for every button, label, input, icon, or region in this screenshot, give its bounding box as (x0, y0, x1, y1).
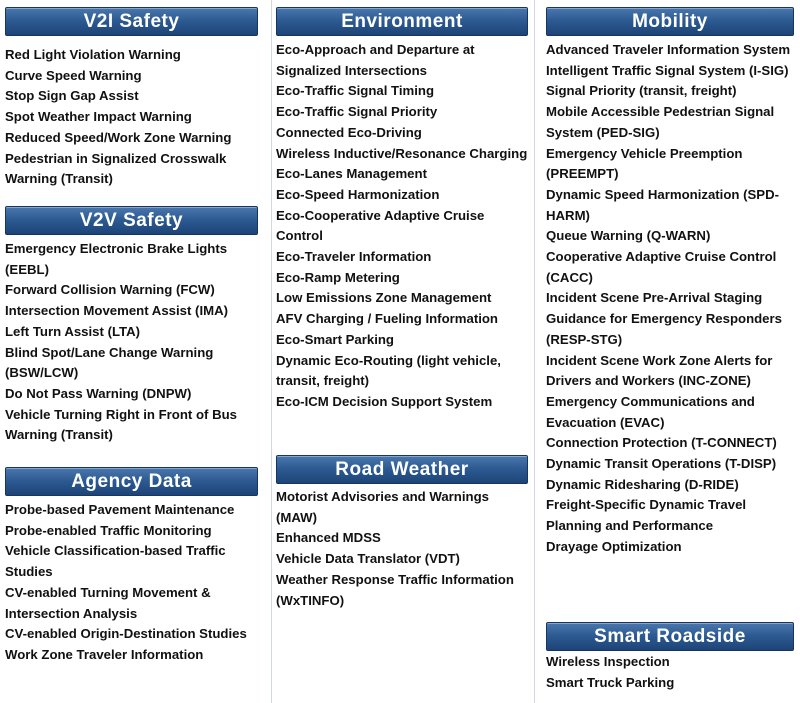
list-item: AFV Charging / Fueling Information (276, 311, 498, 327)
list-item: Pedestrian in Signalized Crosswalk Warning (Transit) (5, 150, 227, 187)
list-item: Emergency Communications and Evacuation (EVAC) (546, 393, 755, 430)
column-1 (0, 0, 262, 703)
list-item: Eco-Lanes Management (276, 166, 427, 182)
list-item: Smart Truck Parking (546, 674, 675, 690)
list-item: Connection Protection (T-CONNECT) (546, 435, 777, 451)
list-item: Advanced Traveler Information System (546, 42, 791, 57)
section-v2v-safety (5, 206, 258, 446)
list-item: CV-enabled Origin-Destination Studies (5, 626, 247, 642)
list-item: Low Emissions Zone Management (276, 290, 492, 306)
list-item: Enhanced MDSS (276, 530, 381, 546)
list-item: Probe-based Pavement Maintenance (5, 502, 235, 517)
list-item: Red Light Violation Warning (5, 47, 181, 62)
section-road-weather (276, 455, 528, 611)
list-item: Forward Collision Warning (FCW) (5, 282, 215, 298)
list-item: Eco-Smart Parking (276, 331, 394, 347)
section-header: Road Weather (276, 455, 528, 484)
list-item: Wireless Inductive/Resonance Charging (276, 145, 528, 161)
list-item: CV-enabled Turning Movement & Intersection Analysis (5, 584, 211, 621)
list-item: Vehicle Turning Right in Front of Bus Warning (Transit) (5, 406, 237, 443)
section-header: Agency Data (5, 467, 258, 496)
list-item: Queue Warning (Q-WARN) (546, 228, 711, 244)
list-item: Motorist Advisories and Warnings (MAW) (276, 489, 489, 525)
item-list (5, 36, 258, 190)
list-item: Spot Weather Impact Warning (5, 109, 192, 125)
item-list (546, 36, 794, 558)
item-list (546, 651, 794, 693)
list-item: Eco-ICM Decision Support System (276, 393, 493, 409)
list-item: Weather Response Traffic Information (WxTINFO) (276, 571, 514, 608)
list-item: Signal Priority (transit, freight) (546, 83, 737, 99)
section-v2i-safety (5, 7, 258, 190)
list-item: Eco-Traveler Information (276, 249, 432, 265)
list-item: Stop Sign Gap Assist (5, 88, 139, 104)
list-item: Eco-Cooperative Adaptive Cruise Control (276, 207, 485, 244)
list-item: Intersection Movement Assist (IMA) (5, 303, 229, 319)
column-3 (542, 0, 800, 703)
section-smart-roadside (546, 622, 794, 693)
section-mobility (546, 7, 794, 558)
list-item: Dynamic Ridesharing (D-RIDE) (546, 476, 739, 492)
section-header: V2V Safety (5, 206, 258, 235)
list-item: Vehicle Data Translator (VDT) (276, 551, 460, 567)
list-item: Eco-Ramp Metering (276, 269, 400, 285)
item-list (5, 496, 258, 666)
list-item: Cooperative Adaptive Cruise Control (CACC) (546, 249, 777, 285)
list-item: Incident Scene Pre-Arrival Staging Guidance for Emergency Responders (RESP-STG) (546, 290, 782, 347)
section-environment (276, 7, 528, 413)
list-item: Dynamic Eco-Routing (light vehicle, transit, freight) (276, 352, 501, 389)
list-item: Freight-Specific Dynamic Travel Planning and Performance (546, 497, 747, 534)
list-item: Probe-enabled Traffic Monitoring (5, 522, 212, 538)
list-item: Left Turn Assist (LTA) (5, 323, 141, 339)
list-item: Emergency Electronic Brake Lights (EEBL) (5, 241, 228, 277)
list-item: Connected Eco-Driving (276, 124, 422, 140)
list-item: Drayage Optimization (546, 538, 682, 554)
list-item: Work Zone Traveler Information (5, 646, 204, 662)
section-header: V2I Safety (5, 7, 258, 36)
item-list (276, 36, 528, 413)
list-item: Dynamic Transit Operations (T-DISP) (546, 456, 777, 472)
list-item: Incident Scene Work Zone Alerts for Drivers and Workers (INC-ZONE) (546, 352, 773, 389)
section-header: Mobility (546, 7, 794, 36)
item-list (276, 484, 528, 611)
list-item: Curve Speed Warning (5, 67, 142, 83)
column-2 (271, 0, 535, 703)
list-item: Vehicle Classification-based Traffic Studies (5, 543, 226, 580)
list-item: Mobile Accessible Pedestrian Signal System (PED-SIG) (546, 104, 775, 140)
list-item: Dynamic Speed Harmonization (SPD-HARM) (546, 186, 780, 223)
list-item: Eco-Approach and Departure at Signalized Intersections (276, 42, 475, 78)
list-item: Intelligent Traffic Signal System (I-SIG) (546, 62, 789, 78)
item-list (5, 235, 258, 446)
list-item: Eco-Traffic Signal Priority (276, 104, 438, 120)
list-item: Blind Spot/Lane Change Warning (BSW/LCW) (5, 344, 214, 381)
list-item: Emergency Vehicle Preemption (PREEMPT) (546, 145, 743, 182)
list-item: Eco-Traffic Signal Timing (276, 83, 435, 99)
list-item: Reduced Speed/Work Zone Warning (5, 129, 232, 145)
section-agency-data (5, 467, 258, 666)
list-item: Do Not Pass Warning (DNPW) (5, 385, 192, 401)
section-header: Smart Roadside (546, 622, 794, 651)
list-item: Eco-Speed Harmonization (276, 186, 440, 202)
list-item: Wireless Inspection (546, 654, 670, 669)
section-header: Environment (276, 7, 528, 36)
